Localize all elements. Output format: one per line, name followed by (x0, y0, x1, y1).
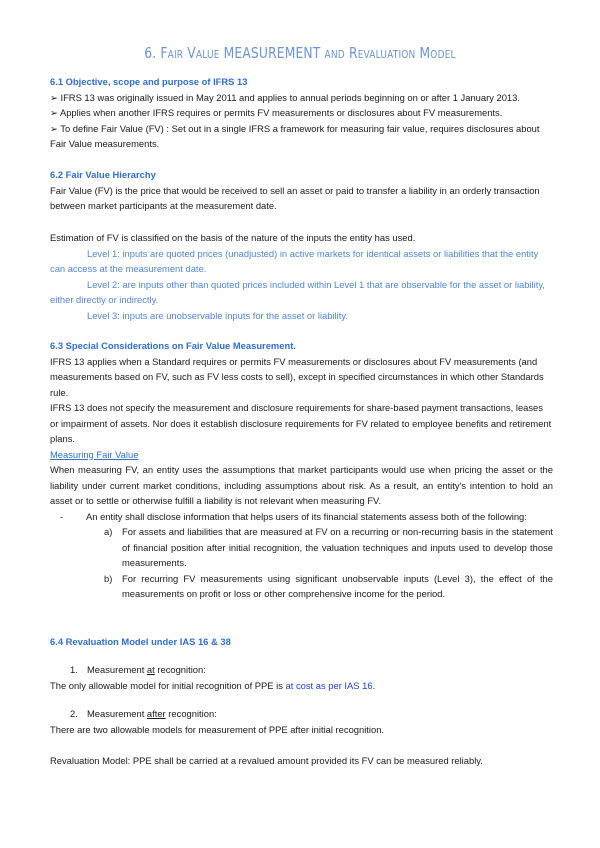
item-marker: 1. (70, 664, 78, 675)
section-heading: 6.3 Special Considerations on Fair Value Measurement. (50, 340, 296, 351)
item-text: Measurement (87, 664, 147, 675)
measuring-fair-value-link[interactable]: Measuring Fair Value (50, 448, 139, 460)
fv-definition: Fair Value (FV) is the price that would be received to sell an asset or paid to transfer a liability in an orderly transaction between market participants at the measurement date. (50, 184, 540, 211)
item-text: recognition: (165, 708, 217, 719)
dash-item (50, 509, 553, 525)
section-heading: 6.2 Fair Value Hierarchy (50, 169, 156, 180)
estimation-text: Estimation of FV is classified on the basis of the nature of the inputs the entity has used. (50, 232, 416, 243)
dash-text: An entity shall disclose information that helps users of its financial statements assess both of the following: (86, 510, 527, 522)
paragraph: IFRS 13 applies when a Standard requires or permits FV measurements or disclosures about FV measurements (and measurements based on FV, such as FV less costs to sell), except in specified circumstances in which other Standards rule. (50, 355, 544, 398)
measurement-after-recognition (50, 706, 553, 737)
numbered-item-2 (50, 706, 553, 722)
sub-item-marker: a) (104, 526, 113, 537)
dash-marker: - (60, 510, 64, 522)
sub-item-a (50, 524, 553, 571)
arrow-bullet-icon: ➢ (50, 107, 58, 118)
item-text: recognition: (154, 664, 206, 675)
section-heading: 6.1 Objective, scope and purpose of IFRS 13 (50, 76, 248, 87)
numbered-item-1 (50, 662, 553, 678)
bullet-text: To define Fair Value (FV) : Set out in a single IFRS a framework for measuring fair value, requires disclosures about Fair Value measurements. (50, 122, 540, 149)
paragraph: When measuring FV, an entity uses the assumptions that market participants would use when pricing the asset or the liability under current market conditions, including assumptions about risk. As a result, an entity's intention to hold an asset or to settle or otherwise fulfill a liability is not relevant when measuring FV. (50, 464, 553, 506)
revaluation-model: Revaluation Model: PPE shall be carried at a revalued amount provided its FV can be measured reliably. (50, 755, 483, 766)
section-6-3 (50, 338, 553, 602)
highlight-text: at cost as per IAS 16 (285, 679, 373, 691)
paragraph: IFRS 13 does not specify the measurement and disclosure requirements for share-based payment transactions, leases or impairment of assets. Nor does it establish disclosure requirements for FV related to employee benefits and retirement plans. (50, 402, 552, 444)
bullet-item (50, 90, 553, 106)
paragraph (50, 678, 553, 694)
text: The only allowable model for initial recognition of PPE is (50, 679, 286, 691)
section-heading: 6.4 Revaluation Model under IAS 16 & 38 (50, 636, 231, 647)
page-title: 6. Fair Value MEASUREMENT and Revaluation Model (144, 44, 456, 62)
bullet-item (50, 105, 553, 121)
measurement-at-recognition (50, 662, 553, 693)
level-2: Level 2: are inputs other than quoted prices included within Level 1 that are observable for the asset or liability, either directly or indirectly. (50, 278, 545, 305)
text: . (372, 679, 376, 691)
bullet-text: IFRS 13 was originally issued in May 2011 and applies to annual periods beginning on or after 1 January 2013. (60, 91, 520, 103)
section-6-4 (50, 634, 553, 650)
section-6-1 (50, 74, 553, 152)
item-marker: 2. (70, 708, 78, 719)
sub-item-text: For recurring FV measurements using significant unobservable inputs (Level 3), the effect of the measurements on profit or loss or other comprehensive income for the period. (122, 572, 553, 599)
bullet-item (50, 121, 553, 152)
item-underlined: at (146, 664, 155, 675)
level-1: Level 1: inputs are quoted prices (unadjusted) in active markets for identical assets or liabilities that the entity can access at the measurement date. (50, 247, 539, 274)
level-3: Level 3: inputs are unobservable inputs for the asset or liability. (87, 309, 348, 321)
item-underlined: after (146, 708, 166, 719)
sub-item-marker: b) (104, 572, 113, 584)
item-text: Measurement (87, 708, 147, 719)
bullet-text: Applies when another IFRS requires or permits FV measurements or disclosures about FV measurements. (59, 107, 503, 118)
arrow-bullet-icon: ➢ (50, 122, 58, 134)
fv-levels (50, 230, 553, 323)
sub-item-b (50, 571, 553, 602)
section-6-2 (50, 167, 553, 214)
sub-item-text: For assets and liabilities that are measured at FV on a recurring or non-recurring basis in the statement of financial position after initial recognition, the valuation techniques and inputs used to develop those measurements. (122, 526, 553, 568)
arrow-bullet-icon: ➢ (50, 91, 58, 103)
paragraph: There are two allowable models for measurement of PPE after initial recognition. (50, 723, 385, 735)
